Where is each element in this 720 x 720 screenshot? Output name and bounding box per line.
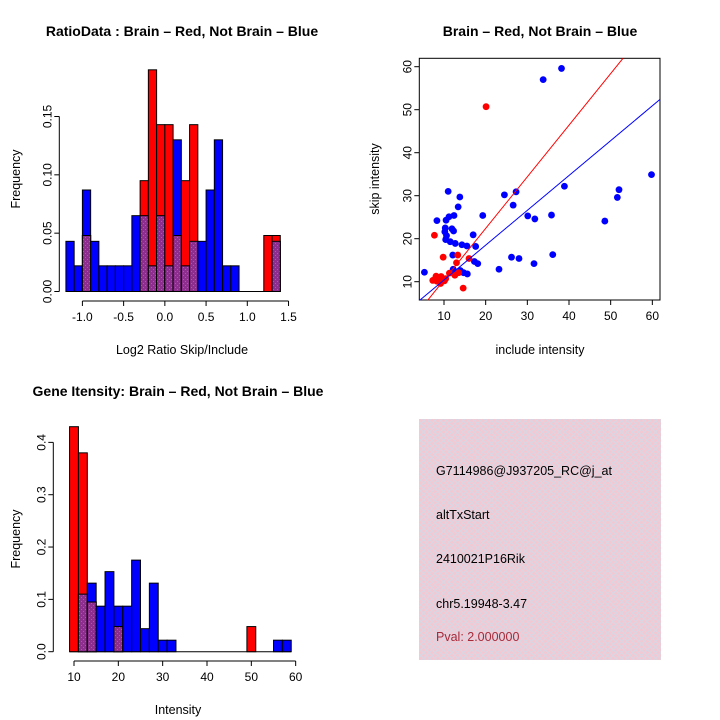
- probe-id-text: G7114986@J937205_RC@j_at: [436, 464, 612, 478]
- hist-bar-blue: [198, 241, 206, 291]
- hist-bar-blue: [223, 266, 231, 292]
- y-tick-label: 0.15: [40, 104, 55, 129]
- x-tick-label: 40: [562, 309, 576, 323]
- scatter-point-blue: [464, 271, 471, 278]
- x-axis-label: include intensity: [495, 343, 585, 357]
- scatter-point-blue: [450, 228, 457, 235]
- scatter-point-blue: [443, 217, 450, 224]
- hist-bar-overlap: [78, 594, 87, 652]
- x-tick-label: 50: [603, 309, 618, 323]
- scatter-point-blue: [479, 212, 486, 219]
- ratio-histogram-panel: [0, 0, 360, 360]
- hist-bar-blue: [231, 266, 239, 292]
- hist-bar-red: [70, 427, 79, 652]
- scatter-point-blue: [445, 188, 452, 195]
- hist-bar-blue: [167, 640, 176, 652]
- hist-bar-overlap: [114, 627, 123, 652]
- hist-bar-overlap: [190, 241, 198, 291]
- y-tick-label: 0.4: [34, 434, 49, 451]
- chart-title: Brain – Red, Not Brain – Blue: [442, 23, 638, 39]
- hist-bar-blue: [105, 572, 114, 652]
- scatter-point-blue: [524, 213, 531, 220]
- scatter-point-red: [438, 273, 445, 280]
- hist-bar-blue: [123, 606, 132, 652]
- hist-bar-blue: [158, 640, 167, 652]
- x-tick-label: 0.5: [197, 310, 215, 324]
- gene-histogram-panel: [0, 360, 360, 720]
- scatter-point-blue: [548, 212, 555, 219]
- scatter-point-blue: [452, 240, 459, 247]
- hist-bar-blue: [206, 190, 214, 292]
- chart-title: RatioData : Brain – Red, Not Brain – Blue: [45, 23, 319, 39]
- x-axis-label: Intensity: [154, 703, 202, 717]
- scatter-point-red: [454, 252, 461, 259]
- x-tick-label: 60: [645, 309, 660, 323]
- scatter-point-red: [431, 232, 438, 239]
- y-tick-label: 0.3: [34, 486, 49, 504]
- fit-line-blue: [420, 100, 660, 300]
- hist-bar-blue: [91, 241, 99, 291]
- scatter-point-blue: [601, 218, 608, 225]
- x-tick-label: 1.0: [238, 310, 256, 324]
- x-tick-label: 60: [288, 670, 303, 684]
- scatter-point-blue: [421, 269, 428, 276]
- hist-bar-overlap: [148, 266, 156, 292]
- x-tick-label: 0.0: [156, 310, 174, 324]
- scatter-point-blue: [616, 186, 623, 193]
- scatter-point-blue: [474, 260, 481, 267]
- y-axis-label: skip intensity: [368, 143, 382, 215]
- hist-bar-overlap: [87, 602, 96, 652]
- hist-bar-red: [148, 70, 156, 292]
- hist-bar-blue: [132, 560, 141, 652]
- x-tick-label: 20: [111, 670, 126, 684]
- event-type-text: altTxStart: [436, 508, 490, 522]
- hist-bar-overlap: [165, 266, 173, 292]
- hist-bar-overlap: [82, 235, 90, 291]
- hist-bar-red: [247, 627, 256, 652]
- scatter-point-red: [440, 254, 447, 261]
- x-tick-label: 50: [244, 670, 259, 684]
- x-tick-label: 20: [478, 309, 493, 323]
- y-tick-label: 0.0: [34, 643, 49, 661]
- hist-bar-overlap: [181, 266, 189, 292]
- fit-line-red: [428, 58, 623, 300]
- x-tick-label: 30: [520, 309, 535, 323]
- hist-bar-blue: [132, 216, 140, 292]
- hist-bar-blue: [140, 629, 149, 652]
- scatter-point-blue: [558, 65, 565, 72]
- y-tick-label: 0.10: [40, 163, 55, 187]
- hist-bar-overlap: [157, 216, 165, 292]
- y-tick-label: 0.00: [40, 279, 55, 304]
- scatter-point-blue: [434, 217, 441, 224]
- scatter-point-blue: [516, 255, 523, 262]
- hist-bar-blue: [273, 640, 282, 652]
- hist-bar-blue: [214, 140, 222, 292]
- hist-bar-overlap: [173, 235, 181, 291]
- hist-bar-blue: [115, 266, 123, 292]
- scatter-point-blue: [456, 194, 463, 201]
- y-tick-label: 30: [400, 189, 415, 203]
- scatter-panel: [360, 0, 720, 360]
- scatter-point-red: [483, 103, 490, 110]
- info-box: [419, 419, 661, 660]
- hist-bar-blue: [149, 583, 158, 652]
- scatter-point-blue: [614, 194, 621, 201]
- scatter-point-red: [460, 285, 467, 292]
- scatter-point-blue: [531, 260, 538, 267]
- y-tick-label: 40: [400, 146, 415, 160]
- hist-bar-blue: [96, 606, 105, 652]
- pval-text: Pval: 2.000000: [436, 630, 520, 644]
- y-tick-label: 20: [400, 232, 415, 246]
- x-tick-label: 10: [67, 670, 81, 684]
- scatter-point-blue: [531, 216, 538, 223]
- hist-bar-blue: [124, 266, 132, 292]
- chart-title: Gene Itensity: Brain – Red, Not Brain – Blue: [32, 383, 324, 399]
- y-tick-label: 0.1: [34, 591, 49, 608]
- locus-text: chr5.19948-3.47: [436, 597, 528, 611]
- scatter-point-blue: [501, 191, 508, 198]
- hist-bar-blue: [74, 266, 82, 292]
- scatter-point-blue: [470, 231, 477, 238]
- hist-bar-overlap: [140, 216, 148, 292]
- hist-bar-blue: [282, 640, 291, 652]
- hist-bar-blue: [107, 266, 115, 292]
- y-axis-label: Frequency: [9, 509, 23, 569]
- y-axis-label: Frequency: [9, 149, 23, 209]
- x-axis-label: Log2 Ratio Skip/Include: [115, 343, 249, 357]
- hist-bar-blue: [66, 241, 74, 291]
- scatter-point-blue: [540, 76, 547, 83]
- x-tick-label: -1.0: [72, 310, 93, 324]
- x-tick-label: 1.5: [280, 310, 297, 324]
- x-tick-label: 40: [200, 670, 214, 684]
- hist-bar-blue: [99, 266, 107, 292]
- scatter-point-blue: [510, 202, 517, 209]
- y-tick-label: 60: [400, 60, 415, 74]
- y-tick-label: 10: [400, 275, 415, 289]
- x-tick-label: -0.5: [113, 310, 134, 324]
- gene-name-text: 2410021P16Rik: [436, 552, 525, 566]
- x-tick-label: 30: [155, 670, 170, 684]
- x-tick-label: 10: [437, 309, 451, 323]
- scatter-point-blue: [549, 251, 556, 258]
- scatter-point-blue: [508, 254, 515, 261]
- hist-bar-overlap: [272, 241, 280, 291]
- scatter-point-blue: [455, 203, 462, 210]
- hist-bar-red: [264, 235, 272, 291]
- scatter-point-blue: [496, 266, 503, 273]
- scatter-point-blue: [561, 183, 568, 190]
- y-tick-label: 50: [400, 103, 415, 117]
- scatter-point-blue: [648, 171, 655, 178]
- info-panel: [360, 360, 720, 720]
- y-tick-label: 0.2: [34, 538, 49, 556]
- y-tick-label: 0.05: [40, 221, 55, 245]
